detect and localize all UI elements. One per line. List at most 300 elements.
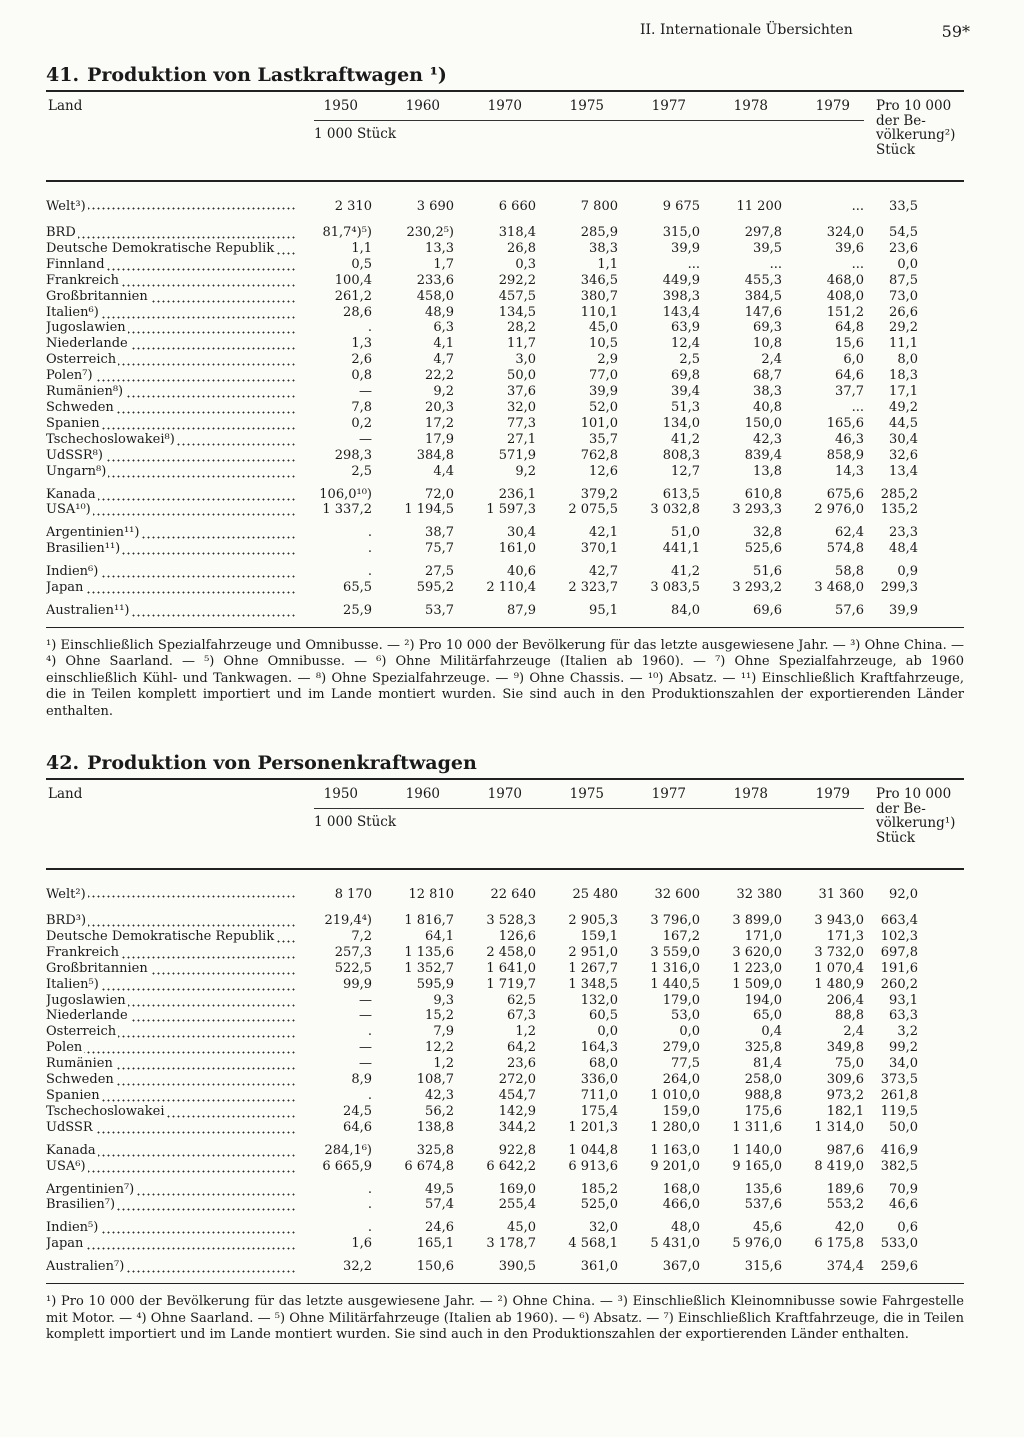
value-cell: 30,4 [507,525,536,541]
section-title [46,748,964,778]
year-header: 1977 [651,786,686,802]
country-name: Schweden [46,399,114,415]
table-row [46,993,964,1009]
value-cell: 1 070,4 [814,960,864,976]
value-cell: 206,4 [826,992,864,1008]
value-cell: 382,5 [880,1158,918,1174]
country-name: Rumänien⁸) [46,384,124,400]
value-cell: 1 201,3 [568,1119,618,1135]
value-cell: 260,2 [880,976,918,992]
value-cell: 45,6 [753,1220,782,1236]
value-cell: 39,5 [753,240,782,256]
table-row [46,305,964,321]
value-cell: 68,0 [589,1056,618,1072]
value-cell: 35,7 [589,431,618,447]
value-cell: 1 348,5 [568,976,618,992]
per-capita-header: der Be- [876,112,926,129]
value-cell: 571,9 [498,447,536,463]
table-row [46,1024,964,1040]
table-row [46,502,964,518]
country-name: Frankreich [46,944,119,960]
value-cell: 40,6 [507,564,536,580]
table-row [46,1220,964,1236]
value-cell: 0,0 [597,1024,618,1040]
table-row [46,1197,964,1213]
value-cell: 574,8 [826,541,864,557]
value-cell: 150,6 [416,1259,454,1275]
value-cell: 37,6 [507,384,536,400]
value-cell: 808,3 [662,447,700,463]
value-cell: 298,3 [334,447,372,463]
value-cell: 1 010,0 [650,1087,700,1103]
value-cell: — [359,992,372,1008]
value-cell: 9 675 [662,199,700,214]
value-cell: 58,8 [835,564,864,580]
value-cell: 259,6 [880,1259,918,1275]
country-cell [46,502,296,518]
table-bottom-rule [46,627,964,628]
value-cell: 0,2 [351,415,372,431]
value-cell: 17,2 [425,415,454,431]
year-header: 1977 [651,98,686,114]
value-cell: 346,5 [580,272,618,288]
country-cell [46,1120,296,1136]
country-name: Kanada [46,486,96,502]
country-name: Spanien [46,1087,100,1103]
value-cell: 191,6 [880,960,918,976]
value-cell: 23,6 [889,240,918,256]
value-cell: 408,0 [826,288,864,304]
value-cell: 922,8 [498,1142,536,1158]
value-cell: 2,9 [597,352,618,368]
value-cell: 595,2 [416,580,454,596]
country-cell [46,1236,296,1252]
value-cell: 6 674,8 [404,1158,454,1174]
country-cell [46,384,296,400]
value-cell: 595,9 [416,976,454,992]
table-row [46,464,964,480]
value-cell: 48,9 [425,304,454,320]
value-cell: 32,8 [753,525,782,541]
value-cell: 315,6 [744,1259,782,1275]
country-name: USA¹⁰) [46,502,91,518]
value-cell: 233,6 [416,272,454,288]
value-cell: 6 913,6 [568,1158,618,1174]
value-cell: 164,3 [580,1040,618,1056]
value-cell: 53,0 [671,1008,700,1024]
value-cell: 1 440,5 [650,976,700,992]
table-row [46,1236,964,1252]
value-cell: 6 665,9 [322,1158,372,1174]
country-cell [46,993,296,1009]
value-cell: 50,0 [507,368,536,384]
value-cell: 257,3 [334,944,372,960]
value-cell: 3 293,2 [732,580,782,596]
value-cell: 3 732,0 [814,944,864,960]
value-cell: 32,0 [507,399,536,415]
table-row [46,400,964,416]
table-41-section [46,60,964,733]
value-cell: 1 352,7 [404,960,454,976]
value-cell: 384,8 [416,447,454,463]
country-name: BRD³) [46,913,87,928]
year-header: 1975 [569,786,604,802]
value-cell: 292,2 [498,272,536,288]
country-cell [46,1143,296,1159]
country-cell [46,196,296,218]
country-name: Jugoslawien [46,992,126,1008]
value-cell: 0,6 [897,1220,918,1236]
value-cell: 398,3 [662,288,700,304]
country-cell [46,1259,296,1275]
value-cell: 72,0 [425,486,454,502]
value-cell: 309,6 [826,1072,864,1088]
country-cell [46,1056,296,1072]
value-cell: 17,9 [425,431,454,447]
value-cell: 185,2 [580,1181,618,1197]
value-cell: 2 323,7 [568,580,618,596]
country-name: USA⁶) [46,1158,86,1174]
value-cell: 299,3 [880,580,918,596]
value-cell: 3 690 [416,199,454,214]
value-cell: 168,0 [662,1181,700,1197]
value-cell: 2 905,3 [568,913,618,928]
country-name: Jugoslawien [46,320,126,336]
value-cell: 8 419,0 [814,1158,864,1174]
value-cell: 29,2 [889,320,918,336]
per-capita-header: Pro 10 000 [876,786,952,802]
country-cell [46,1088,296,1104]
value-cell: 349,8 [826,1040,864,1056]
value-cell: 51,3 [671,399,700,415]
value-cell: 373,5 [880,1072,918,1088]
value-cell: 51,0 [671,525,700,541]
value-cell: 325,8 [744,1040,782,1056]
year-header: 1950 [323,98,358,114]
value-cell: 3 943,0 [814,913,864,928]
country-name: Deutsche Demokratische Republik [46,928,275,944]
country-cell [46,1008,296,1024]
value-cell: 39,6 [835,240,864,256]
value-cell: 537,6 [744,1197,782,1213]
value-cell: . [367,1024,372,1040]
value-cell: 31 360 [818,887,864,902]
value-cell: 171,0 [744,928,782,944]
value-cell: 67,3 [507,1008,536,1024]
value-cell: 384,5 [744,288,782,304]
value-cell: 22,2 [425,368,454,384]
value-cell: 44,5 [889,415,918,431]
country-cell [46,273,296,289]
year-header: 1970 [487,98,522,114]
value-cell: 3 796,0 [650,913,700,928]
value-cell: 126,6 [498,928,536,944]
country-cell [46,320,296,336]
value-cell: 1 280,0 [650,1119,700,1135]
value-cell: 973,2 [826,1087,864,1103]
value-cell: 99,9 [343,976,372,992]
unit-rule [314,120,864,121]
value-cell: 42,1 [589,525,618,541]
value-cell: 41,2 [671,431,700,447]
country-cell [46,432,296,448]
value-cell: 6,0 [843,352,864,368]
value-cell: 64,8 [835,320,864,336]
value-cell: 261,2 [334,288,372,304]
value-cell: 5 976,0 [732,1236,782,1252]
country-cell [46,913,296,929]
value-cell: 2,4 [843,1024,864,1040]
value-cell: 0,0 [897,256,918,272]
value-cell: 1 480,9 [814,976,864,992]
table-row [46,257,964,273]
value-cell: 169,0 [498,1181,536,1197]
value-cell: 75,0 [835,1056,864,1072]
value-cell: 189,6 [826,1181,864,1197]
table-row [46,541,964,557]
value-cell: ... [769,256,782,272]
country-cell [46,400,296,416]
value-cell: 1 641,0 [486,960,536,976]
value-cell: 3 083,5 [650,580,700,596]
value-cell: 48,4 [889,541,918,557]
value-cell: 1,1 [351,240,372,256]
table-header [46,780,964,868]
country-name: Australien⁷) [46,1259,125,1275]
value-cell: 1,7 [433,256,454,272]
country-cell [46,1220,296,1236]
value-cell: 159,0 [662,1103,700,1119]
table-row [46,1008,964,1024]
country-name: Brasilien¹¹) [46,541,121,557]
table-row [46,1259,964,1275]
year-header: 1970 [487,786,522,802]
country-cell [46,1072,296,1088]
table-row [46,432,964,448]
value-cell: 65,0 [753,1008,782,1024]
value-cell: 165,1 [416,1236,454,1252]
value-cell: 42,0 [835,1220,864,1236]
table-header [46,92,964,180]
value-cell: . [367,320,372,336]
value-cell: 0,8 [351,368,372,384]
value-cell: 40,8 [753,399,782,415]
value-cell: 2 310 [334,199,372,214]
value-cell: 32,6 [889,447,918,463]
value-cell: 23,3 [889,525,918,541]
table-row [46,1072,964,1088]
country-name: Japan [46,580,84,596]
value-cell: 988,8 [744,1087,782,1103]
country-cell [46,945,296,961]
country-name: Österreich [46,1024,117,1040]
value-cell: 135,6 [744,1181,782,1197]
value-cell: 11 200 [736,199,782,214]
value-cell: 14,3 [835,463,864,479]
value-cell: 64,6 [343,1119,372,1135]
value-cell: 28,2 [507,320,536,336]
value-cell: 12,7 [671,463,700,479]
value-cell: 194,0 [744,992,782,1008]
value-cell: 142,9 [498,1103,536,1119]
value-cell: . [367,564,372,580]
value-cell: 3 468,0 [814,580,864,596]
value-cell: ... [851,256,864,272]
value-cell: 38,3 [753,384,782,400]
per-capita-header: der Be- [876,800,926,817]
value-cell: 613,5 [662,486,700,502]
value-cell: 0,0 [679,1024,700,1040]
value-cell: 45,0 [507,1220,536,1236]
value-cell: 159,1 [580,928,618,944]
value-cell: 13,4 [889,463,918,479]
value-cell: 57,4 [425,1197,454,1213]
value-cell: . [367,1220,372,1236]
country-name: Italien⁶) [46,304,99,320]
page-number: 59* [941,22,970,41]
table-bottom-rule [46,1283,964,1284]
value-cell: 39,9 [889,602,918,618]
value-cell: . [367,1197,372,1213]
land-header: Land [48,98,83,114]
value-cell: 441,1 [662,541,700,557]
value-cell: ... [851,399,864,415]
value-cell: 1 194,5 [404,502,454,518]
value-cell: 101,0 [580,415,618,431]
value-cell: 39,4 [671,384,700,400]
country-cell [46,929,296,945]
country-name: Kanada [46,1142,96,1158]
value-cell: 610,8 [744,486,782,502]
country-cell [46,305,296,321]
value-cell: 361,0 [580,1259,618,1275]
value-cell: 69,6 [753,602,782,618]
value-cell: 533,0 [880,1236,918,1252]
value-cell: 4,4 [433,463,454,479]
value-cell: 839,4 [744,447,782,463]
value-cell: 7,8 [351,399,372,415]
country-name: Großbritannien [46,288,148,304]
value-cell: 525,0 [580,1197,618,1213]
value-cell: 64,1 [425,928,454,944]
table-number: 41. [46,64,80,86]
value-cell: — [359,431,372,447]
country-name: UdSSR⁸) [46,447,103,463]
country-name: Brasilien⁷) [46,1197,116,1213]
country-cell [46,564,296,580]
value-cell: 325,8 [416,1142,454,1158]
per-capita-header: Stück [876,141,916,158]
value-cell: — [359,1008,372,1024]
value-cell: ... [851,199,864,214]
per-capita-header: völkerung²) [876,127,956,143]
country-cell [46,541,296,557]
country-name: Großbritannien [46,960,148,976]
value-cell: 39,9 [589,384,618,400]
value-cell: 324,0 [826,225,864,240]
value-cell: 119,5 [880,1103,918,1119]
value-cell: 15,6 [835,336,864,352]
footnotes: ¹) Pro 10 000 der Bevölkerung für das letzte ausgewiesene Jahr. — ²) Ohne China. — ³) Einschließlich Kleinomnibusse sowie Fahrgestelle mit Motor. — ⁴) Ohne Saarland. — ⁵) Ohne Militärfahrzeuge (Italien ab 1960). — ⁶) Absatz. — ⁷) Einschließlich Kraftfahrzeuge, die in Teilen komplett importiert und im Lande montiert wurden. Sie sind auch in den Produktionszahlen der exportierenden Länder enthalten. [46,1294,964,1343]
value-cell: 3,2 [897,1024,918,1040]
year-header: 1978 [733,98,768,114]
value-cell: 27,5 [425,564,454,580]
value-cell: 63,3 [889,1008,918,1024]
country-cell [46,464,296,480]
value-cell: 69,8 [671,368,700,384]
value-cell: 30,4 [889,431,918,447]
value-cell: 858,9 [826,447,864,463]
value-cell: 1 509,0 [732,976,782,992]
value-cell: 553,2 [826,1197,864,1213]
value-cell: 1,6 [351,1236,372,1252]
value-cell: — [359,1040,372,1056]
value-cell: 457,5 [498,288,536,304]
value-cell: 336,0 [580,1072,618,1088]
value-cell: 18,3 [889,368,918,384]
country-name: Österreich [46,352,117,368]
value-cell: 87,5 [889,272,918,288]
country-name: Japan [46,1236,84,1252]
unit-label: 1 000 Stück [314,814,397,830]
value-cell: 81,7⁴)⁵) [322,225,372,240]
value-cell: 279,0 [662,1040,700,1056]
country-name: UdSSR [46,1119,93,1135]
value-cell: 285,9 [580,225,618,240]
value-cell: 9,3 [433,992,454,1008]
value-cell: 34,0 [889,1056,918,1072]
value-cell: ... [687,256,700,272]
table-row [46,1182,964,1198]
table-row [46,241,964,257]
table-row [46,525,964,541]
value-cell: . [367,525,372,541]
value-cell: 455,3 [744,272,782,288]
table-row [46,352,964,368]
table-row [46,225,964,241]
value-cell: 1,1 [597,256,618,272]
country-name: Welt³) [46,199,86,214]
country-cell [46,289,296,305]
value-cell: 8,0 [897,352,918,368]
country-cell [46,1182,296,1198]
country-name: Argentinien⁷) [46,1181,135,1197]
value-cell: 49,2 [889,399,918,415]
value-cell: 150,0 [744,415,782,431]
value-cell: 3 032,8 [650,502,700,518]
value-cell: 449,9 [662,272,700,288]
value-cell: 10,5 [589,336,618,352]
value-cell: 454,7 [498,1087,536,1103]
value-cell: 51,6 [753,564,782,580]
country-name: Argentinien¹¹) [46,525,140,541]
value-cell: 110,1 [580,304,618,320]
value-cell: 135,2 [880,502,918,518]
value-cell: 285,2 [880,486,918,502]
country-cell [46,241,296,257]
value-cell: 261,8 [880,1087,918,1103]
value-cell: 297,8 [744,225,782,240]
year-header: 1960 [405,98,440,114]
value-cell: 92,0 [889,887,918,902]
value-cell: 466,0 [662,1197,700,1213]
value-cell: 380,7 [580,288,618,304]
table-row [46,603,964,619]
land-header: Land [48,786,83,802]
value-cell: 2 110,4 [486,580,536,596]
value-cell: 219,4⁴) [324,913,372,928]
value-cell: 711,0 [580,1087,618,1103]
